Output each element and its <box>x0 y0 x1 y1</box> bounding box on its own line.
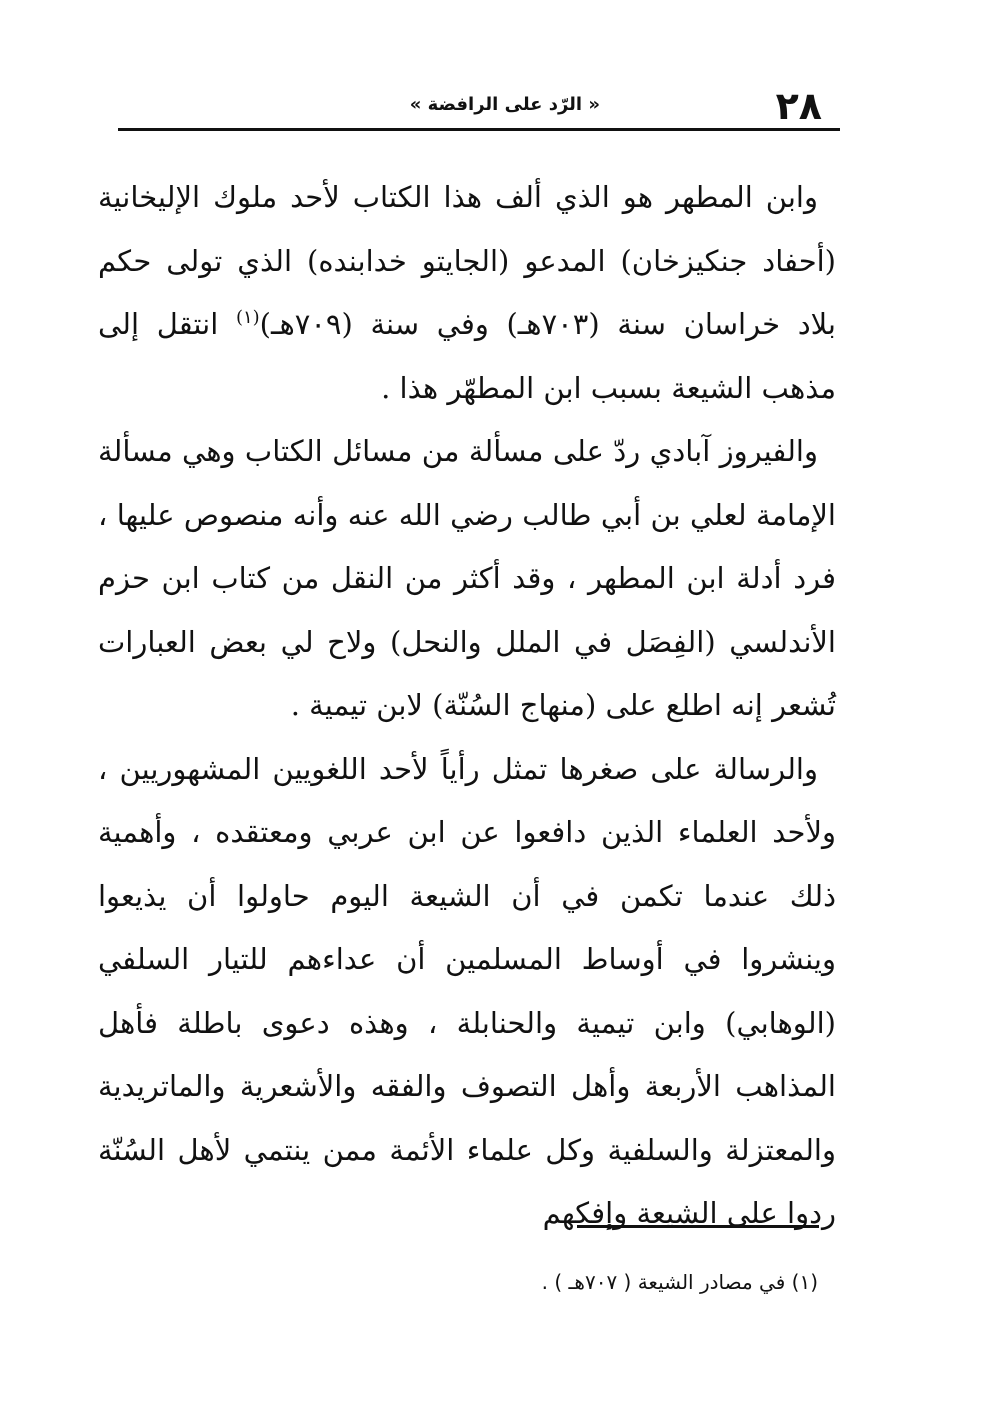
main-text <box>98 166 836 1246</box>
paragraph-3: والرسالة على صغرها تمثل رأياً لأحد اللغويين المشهوريين ، ولأحد العلماء الذين دافعوا عن ابن عربي ومعتقده ، وأهمية ذلك عندما تكمن في أن الشيعة اليوم حاولوا أن يذيعوا وينشروا في أوساط المسلمين أن عداءهم للتيار السلفي (الوهابي) وابن تيمية والحنابلة ، وهذه دعوى باطلة فأهل المذاهب الأربعة وأهل التصوف والفقه والأشعرية والماتريدية والمعتزلة والسلفية وكل علماء الأئمة ممن ينتمي لأهل السُنّة ردوا على الشيعة وإفكهم <box>98 751 836 1230</box>
page-number: ٢٨ <box>775 84 822 128</box>
paragraph-1-text-after-ref: انتقل إلى مذهب الشيعة بسبب ابن المطهّر هذا . <box>98 307 836 405</box>
footnote-rule <box>577 1225 819 1228</box>
paragraph-1-text-before-ref: وابن المطهر هو الذي ألف هذا الكتاب لأحد ملوك الإليخانية (أحفاد جنكيزخان) المدعو (الجايتو خدابنده) الذي تولى حكم بلاد خراسان سنة (٧٠٣هـ) وفي سنة (٧٠٩هـ) <box>98 180 836 341</box>
header-rule <box>118 128 840 131</box>
running-title: « الرّد على الرافضة » <box>409 94 600 115</box>
paragraph-2: والفيروز آبادي ردّ على مسألة من مسائل الكتاب وهي مسألة الإمامة لعلي بن أبي طالب رضي الله عنه وأنه منصوص عليها ، فرد أدلة ابن المطهر ، وقد أكثر من النقل من كتاب ابن حزم الأندلسي (الفِصَل في الملل والنحل) ولاح لي بعض العبارات تُشعر إنه اطلع على (منهاج السُنّة) لابن تيمية . <box>98 434 836 722</box>
page-header <box>118 82 840 132</box>
paragraph-1 <box>98 166 836 420</box>
footnote-reference: (١) <box>235 307 260 328</box>
footnote: (١) في مصادر الشيعة ( ٧٠٧هـ ) . <box>541 1270 818 1294</box>
